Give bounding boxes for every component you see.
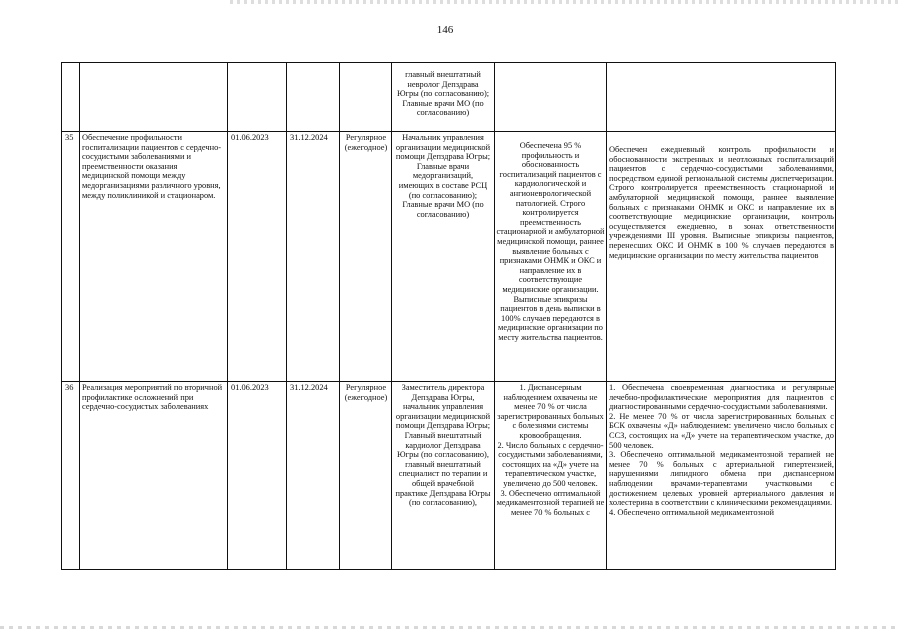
col-divider-number [79, 63, 80, 569]
row36-event: Реализация мероприятий по вторичной профилактике осложнений при сердечно-сосудистых заболеваниях [82, 383, 223, 412]
row36-responsible: Заместитель директора Депздрава Югры, начальник управления организации медицинской помощи Депздрава Югры; Главный внештатный кардиолог Депздрава Югры (по согласованию), главный внештатный специалист по терапии и общей врачебной практике Депздрава Югры (по согласованию), [395, 383, 491, 508]
row36-expected-result [496, 383, 605, 569]
cont-responsible: главный внештатный невролог Депздрава Югры (по согласованию); Главные врачи МО (по согласованию) [396, 70, 490, 118]
col-divider-responsible [494, 63, 495, 569]
row36-result-item-2: 2. Число больных с сердечно-сосудистыми заболеваниями, состоящих на «Д» учете на терапевтическом участке, увеличено до 500 человек. [497, 440, 604, 488]
col-divider-event [227, 63, 228, 569]
page-number: 146 [436, 24, 454, 36]
row35-expected-result: Обеспечена 95 % профильность и обоснованность госпитализаций пациентов с кардиологической и ангионеврологической патологией. Строго контролируется преемственность стационарной и амбулаторной медицинской помощи, раннее выявление больных с признаками ОНМК и ОКС и направление их в соответствующие медицинские организации. Выписные эпикризы пациентов в день выписки в 100% случаев передаются в медицинские организации по месту жительства пациентов. [496, 141, 605, 342]
row-divider-36 [62, 381, 835, 382]
row36-status-item-1: 1. Обеспечена своевременная диагностика и регулярные лечебно-профилактические мероприятия для пациентов с диагностированными сердечно-сосудистыми заболеваниями. [609, 383, 834, 412]
row35-periodicity: Регулярное (ежегодное) [344, 133, 388, 152]
row-divider-35 [62, 131, 835, 132]
row36-start-date: 01.06.2023 [231, 383, 269, 392]
row36-status-item-4: 4. Обеспечено оптимальной медикаментозной [609, 507, 774, 517]
row35-end-date: 31.12.2024 [290, 133, 328, 142]
measures-table [61, 62, 836, 570]
row36-status-item-3: 3. Обеспечено оптимальной медикаментозной терапией не менее 70 % больных с артериальной гипертензией, нарушениями липидного обмена при диспансерном наблюдении врачами-терапевтами участковыми с достижением целевых уровней артериального давления и холестерина в соответствии с клиническими рекомендациями. [609, 450, 834, 508]
row35-start-date: 01.06.2023 [231, 133, 269, 142]
row36-status [609, 383, 834, 569]
row36-number: 36 [65, 383, 74, 392]
row36-result-item-1: 1. Диспансерным наблюдением охвачены не менее 70 % от числа зарегистрированных больных с болезнями системы кровообращения. [497, 383, 604, 440]
scan-artifact-top [230, 0, 899, 4]
row36-result-item-3: 3. Обеспечено оптимальной медикаментозной терапией не менее 70 % больных с [496, 488, 605, 517]
col-divider-end [339, 63, 340, 569]
col-divider-start [286, 63, 287, 569]
row36-periodicity: Регулярное (ежегодное) [344, 383, 388, 402]
scan-artifact-bottom [0, 626, 899, 629]
col-divider-periodicity [391, 63, 392, 569]
row35-event: Обеспечение профильности госпитализации пациентов с сердечно-сосудистыми заболеваниями и преемственности оказания медицинской помощи между медорганизациями различного уровня, между поликлиникой и стационаром. [82, 133, 222, 200]
row35-status: Обеспечен ежедневный контроль профильности и обоснованности экстренных и неотложных госпитализаций пациентов с сердечно-сосудистыми заболеваниями, посредством единой региональной системы диспетчеризации. Строго контролируется преемственность стационарной и амбулаторной медицинской помощи, раннее выявление больных с признаками ОНМК и ОКС и направление их в соответствующие медицинские организации, контроль осуществляется ежедневно, в зонах ответственности учреждениями III уровня. Выписные эпикризы пациентов, перенесших ОКС И ОНМК в 100 % случаев передаются в медицинские организации по месту жительства пациентов [609, 145, 834, 260]
row35-number: 35 [65, 133, 74, 142]
row35-responsible: Начальник управления организации медицинской помощи Депздрава Югры; Главные врачи медорганизаций, имеющих в составе РСЦ (по согласованию); Главные врачи МО (по согласованию) [395, 133, 491, 219]
row36-end-date: 31.12.2024 [290, 383, 328, 392]
row36-status-item-2: 2. Не менее 70 % от числа зарегистрированных больных с БСК охвачены «Д» наблюдением: увеличено число больных с ССЗ, состоящих на «Д» учете на терапевтическом участке, до 500 человек. [609, 411, 834, 450]
col-divider-result [606, 63, 607, 569]
